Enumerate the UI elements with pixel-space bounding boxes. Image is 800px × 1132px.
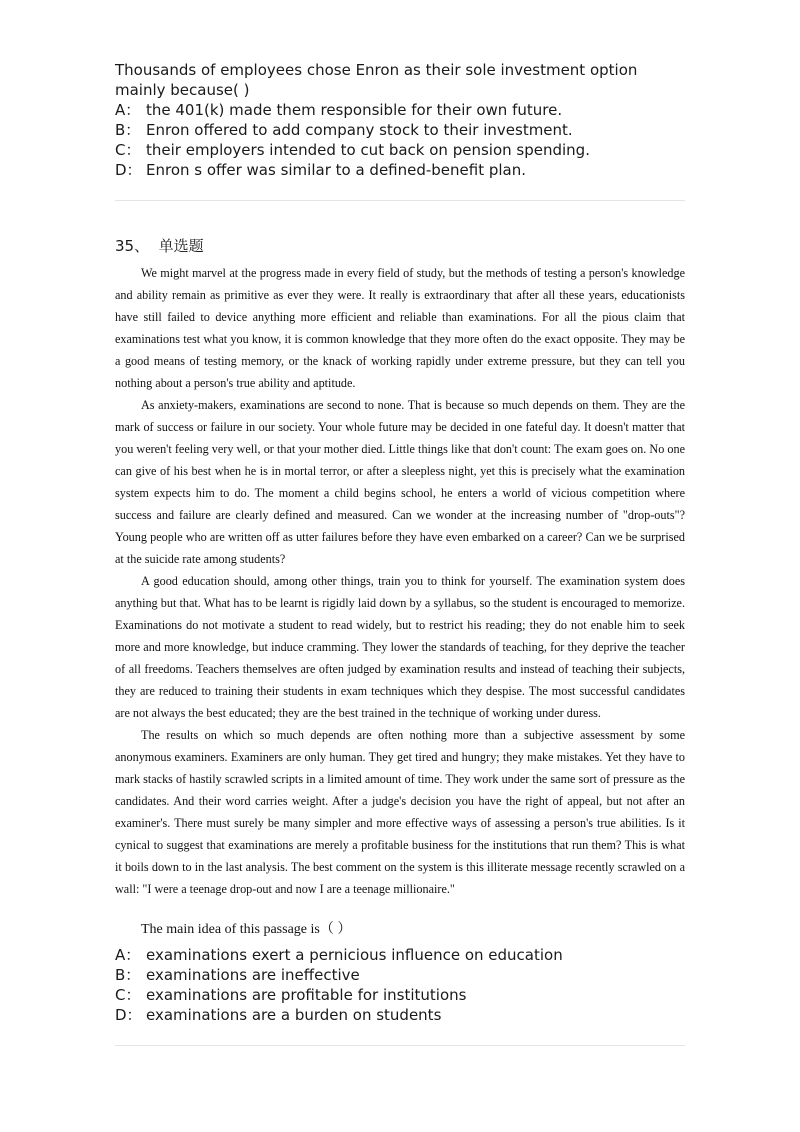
option-label: D： [115, 161, 142, 179]
option-label: C： [115, 986, 141, 1004]
question-34 [115, 60, 685, 180]
divider [115, 200, 685, 201]
question-stem: Thousands of employees chose Enron as their sole investment option mainly because( ) [115, 61, 638, 99]
passage-paragraph: The results on which so much depends are often nothing more than a subjective assessment by some anonymous examiners. Examiners are only human. They get tired and hungry; they make mistakes. Yet they have to mark stacks of hastily scrawled scripts in a limited amount of time. They work under the same sort of pressure as the candidates. And their word carries weight. After a judge's decision you have the right of appeal, but not after an examiner's. There must surely be many simpler and more effective ways of assessing a person's true abilities. Is it cynical to suggest that examinations are merely a profitable business for the institutions that run them? This is what it boils down to in the last analysis. The best comment on the system is this illiterate message recently scrawled on a wall: "I were a teenage drop-out and now I are a teenage millionaire." [115, 728, 685, 896]
option-text: examinations are a burden on students [146, 1006, 442, 1024]
question-stem: The main idea of this passage is（ ） [141, 922, 352, 937]
question-type: 单选题 [158, 237, 204, 255]
divider [115, 1045, 685, 1046]
option-text: Enron offered to add company stock to their investment. [146, 121, 573, 139]
option-label: B： [115, 966, 141, 984]
option-label: A： [115, 101, 141, 119]
option-d[interactable] [115, 1005, 563, 1025]
option-text: examinations are ineffective [146, 966, 360, 984]
option-text: Enron s offer was similar to a defined-benefit plan. [146, 161, 527, 179]
option-text: examinations are profitable for institutions [146, 986, 467, 1004]
option-label: A： [115, 946, 141, 964]
option-label: D： [115, 1006, 142, 1024]
option-a[interactable] [115, 100, 685, 120]
option-b[interactable] [115, 120, 685, 140]
question-35-options [115, 945, 563, 1025]
option-text: the 401(k) made them responsible for their own future. [146, 101, 563, 119]
option-c[interactable] [115, 140, 685, 160]
option-d[interactable] [115, 160, 685, 180]
option-text: their employers intended to cut back on pension spending. [146, 141, 590, 159]
option-text: examinations exert a pernicious influence on education [146, 946, 563, 964]
passage-paragraph: A good education should, among other things, train you to think for yourself. The examination system does anything but that. What has to be learnt is rigidly laid down by a syllabus, so the student is encouraged to memorize. Examinations do not motivate a student to read widely, but to restrict his reading; they do not enable him to seek more and more knowledge, but induce cramming. They lower the standards of teaching, for they deprive the teacher of all freedoms. Teachers themselves are often judged by examination results and instead of teaching their subjects, they are reduced to training their students in exam techniques which they despise. The most successful candidates are not always the best educated; they are the best trained in the technique of working under duress. [115, 574, 685, 720]
question-35-header [115, 236, 204, 256]
passage-paragraph: We might marvel at the progress made in every field of study, but the methods of testing a person's knowledge and ability remain as primitive as ever they were. It really is extraordinary that after all these years, educationists have still failed to device anything more efficient and reliable than examinations. For all the pious claim that examinations test what you know, it is common knowledge that they more often do the exact opposite. They may be a good means of testing memory, or the knack of working rapidly under extreme pressure, but they can tell you nothing about a person's true ability and aptitude. [115, 266, 685, 390]
option-c[interactable] [115, 985, 563, 1005]
option-label: C： [115, 141, 141, 159]
question-number: 35、 [115, 237, 150, 255]
passage-paragraph: As anxiety-makers, examinations are second to none. That is because so much depends on them. They are the mark of success or failure in our society. Your whole future may be decided in one fateful day. It doesn't matter that you weren't feeling very well, or that your mother died. Little things like that don't count: The exam goes on. No one can give of his best when he is in mortal terror, or after a sleepless night, yet this is precisely what the examination system expects him to do. The moment a child begins school, he enters a world of vicious competition where success and failure are clearly defined and measured. Can we wonder at the increasing number of "drop-outs"? Young people who are written off as utter failures before they have even embarked on a career? Can we be surprised at the suicide rate among students? [115, 398, 685, 566]
option-b[interactable] [115, 965, 563, 985]
reading-passage [115, 262, 685, 900]
option-label: B： [115, 121, 141, 139]
option-a[interactable] [115, 945, 563, 965]
